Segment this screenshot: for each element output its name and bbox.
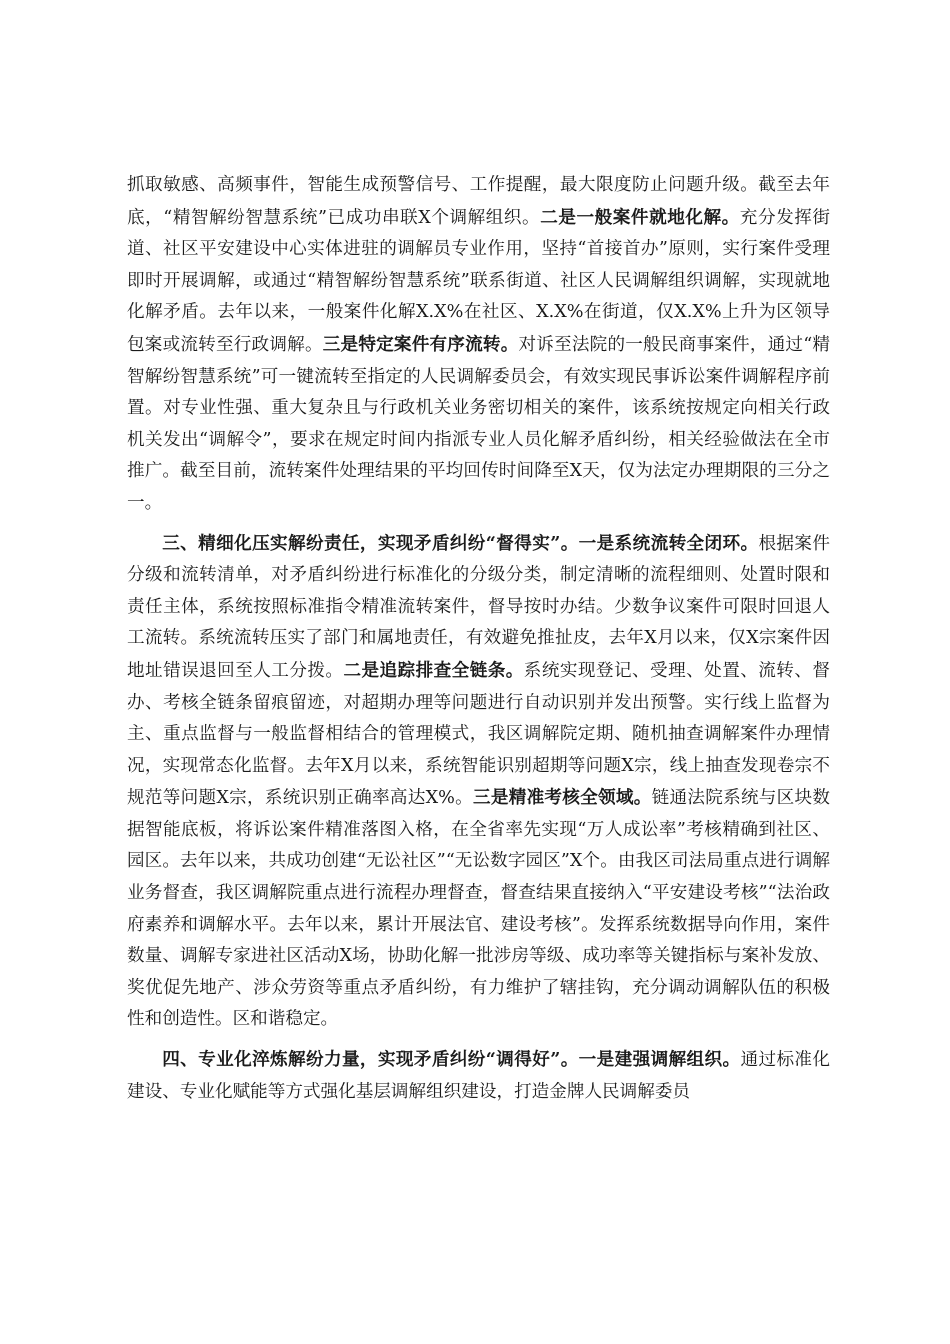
document-page xyxy=(127,170,830,1116)
text-segment: 系统实现登记、受理、处置、流转、督办、考核全链条留痕留迹，对超期办理等问题进行自动识别并发出预警。实行线上监督为主、重点监督与一般监督相结合的管理模式，我区调解院定期、随机抽查调解案件办理情况，实现常态化监督。去年X月以来，系统智能识别超期等问题X宗，线上抽查发现卷宗不规范等问题X宗，系统识别正确率高达X%。 xyxy=(127,660,830,809)
text-segment: 根据案件分级和流转清单，对矛盾纠纷进行标准化的分级分类，制定清晰的流程细则、处置时限和责任主体，系统按照标准指令精准流转案件，督导按时办结。少数争议案件可限时回退人工流转。系统流转压实了部门和属地责任，有效避免推扯皮，去年X月以来，仅X宗案件因地址错误退回至人工分拨。 xyxy=(127,533,830,681)
paragraph-1 xyxy=(127,170,830,520)
paragraph-3 xyxy=(127,1044,830,1108)
bold-subheading: 三是特定案件有序流转。 xyxy=(322,333,519,355)
section-heading: 四、专业化淬炼解纷力量，实现矛盾纠纷“调得好”。一是建强调解组织。 xyxy=(162,1049,741,1071)
text-segment: 抓取敏感、高频事件，智能生成预警信号、工作提醒，最大限度防止问题升级。截至去年底，“精智解纷智慧系统”已成功串联X个调解组织。 xyxy=(127,175,830,228)
bold-subheading: 三是精准考核全领域。 xyxy=(472,787,652,809)
bold-subheading: 二是一般案件就地化解。 xyxy=(540,206,740,228)
text-segment: 通过标准化建设、专业化赋能等方式强化基层调解组织建设，打造金牌人民调解委员 xyxy=(127,1050,830,1102)
text-segment: 充分发挥街道、社区平安建设中心实体进驻的调解员专业作用，坚持“首接首办”原则，实行案件受理即时开展调解，或通过“精智解纷智慧系统”联系街道、社区人民调解组织调解，实现就地化解矛盾。去年以来，一般案件化解X.X%在社区、X.X%在街道，仅X.X%上升为区领导包案或流转至行政调解。 xyxy=(127,207,830,355)
text-segment: 链通法院系统与区块数据智能底板，将诉讼案件精准落图入格，在全省率先实现“万人成讼率”考核精确到社区、园区。去年以来，共成功创建“无讼社区”“无讼数字园区”X个。由我区司法局重点进行调解业务督查，我区调解院重点进行流程办理督查，督查结果直接纳入“平安建设考核”“法治政府素养和调解水平。去年以来，累计开展法官、建设考核”。发挥系统数据导向作用，案件数量、调解专家进社区活动X场，协助化解一批涉房等级、成功率等关键指标与案补发放、奖优促先地产、涉众劳资等重点矛盾纠纷，有力维护了辖挂钩，充分调动调解队伍的积极性和创造性。区和谐稳定。 xyxy=(127,788,830,1030)
section-heading: 三、精细化压实解纷责任，实现矛盾纠纷“督得实”。一是系统流转全闭环。 xyxy=(162,532,759,554)
paragraph-2 xyxy=(127,528,830,1037)
text-segment: 对诉至法院的一般民商事案件，通过“精智解纷智慧系统”可一键流转至指定的人民调解委员会，有效实现民事诉讼案件调解程序前置。对专业性强、重大复杂且与行政机关业务密切相关的案件，该系统按规定向相关行政机关发出“调解令”，要求在规定时间内指派专业人员化解矛盾纠纷，相关经验做法在全市推广。截至目前，流转案件处理结果的平均回传时间降至X天，仅为法定办理期限的三分之一。 xyxy=(127,334,830,513)
bold-subheading: 二是追踪排查全链条。 xyxy=(343,659,524,681)
